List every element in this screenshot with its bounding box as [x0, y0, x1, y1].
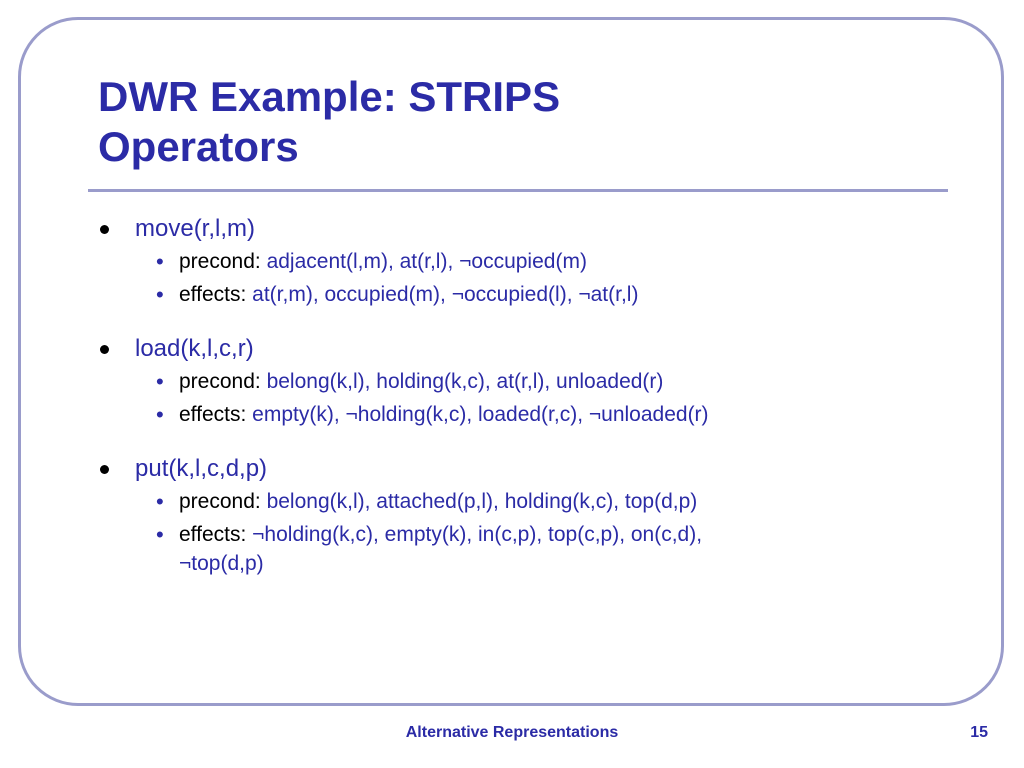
sub-bullet-icon: •: [156, 522, 164, 547]
title-divider: [88, 189, 948, 192]
precond-label: precond:: [179, 250, 261, 273]
bullet-icon: [100, 225, 109, 234]
sub-bullet-icon: •: [156, 489, 164, 514]
effects-content: at(r,m), occupied(m), ¬occupied(l), ¬at(r,l): [252, 283, 639, 306]
precond-label: precond:: [179, 490, 261, 513]
effects-content-continued: ¬top(d,p): [179, 552, 264, 575]
precond-content: belong(k,l), holding(k,c), at(r,l), unloaded(r): [266, 370, 664, 393]
sub-bullet-icon: •: [156, 249, 164, 274]
sub-bullet-icon: •: [156, 402, 164, 427]
effects-content: empty(k), ¬holding(k,c), loaded(r,c), ¬unloaded(r): [252, 403, 709, 426]
bullet-icon: [100, 345, 109, 354]
effects-label: effects:: [179, 403, 247, 426]
operator-signature: load(k,l,c,r): [135, 335, 254, 362]
page-number: 15: [970, 724, 988, 741]
effects-label: effects:: [179, 283, 247, 306]
operator-load: [98, 333, 938, 431]
operator-signature: move(r,l,m): [135, 215, 255, 242]
precond-content: belong(k,l), attached(p,l), holding(k,c), top(d,p): [266, 490, 698, 513]
effects-content: ¬holding(k,c), empty(k), in(c,p), top(c,p), on(c,d),: [252, 523, 703, 546]
sub-bullet-icon: •: [156, 369, 164, 394]
precond-label: precond:: [179, 370, 261, 393]
precond-content: adjacent(l,m), at(r,l), ¬occupied(m): [266, 250, 587, 273]
operator-put: [98, 453, 938, 577]
title-line-1: DWR Example: STRIPS: [98, 73, 561, 120]
sub-bullet-icon: •: [156, 282, 164, 307]
footer-title: Alternative Representations: [405, 724, 619, 741]
title-line-2: Operators: [98, 123, 299, 170]
bullet-icon: [100, 465, 109, 474]
operator-move: [98, 213, 938, 311]
effects-label: effects:: [179, 523, 247, 546]
operator-signature: put(k,l,c,d,p): [135, 455, 268, 482]
slide-title: [98, 72, 560, 172]
slide-body: [98, 213, 938, 599]
